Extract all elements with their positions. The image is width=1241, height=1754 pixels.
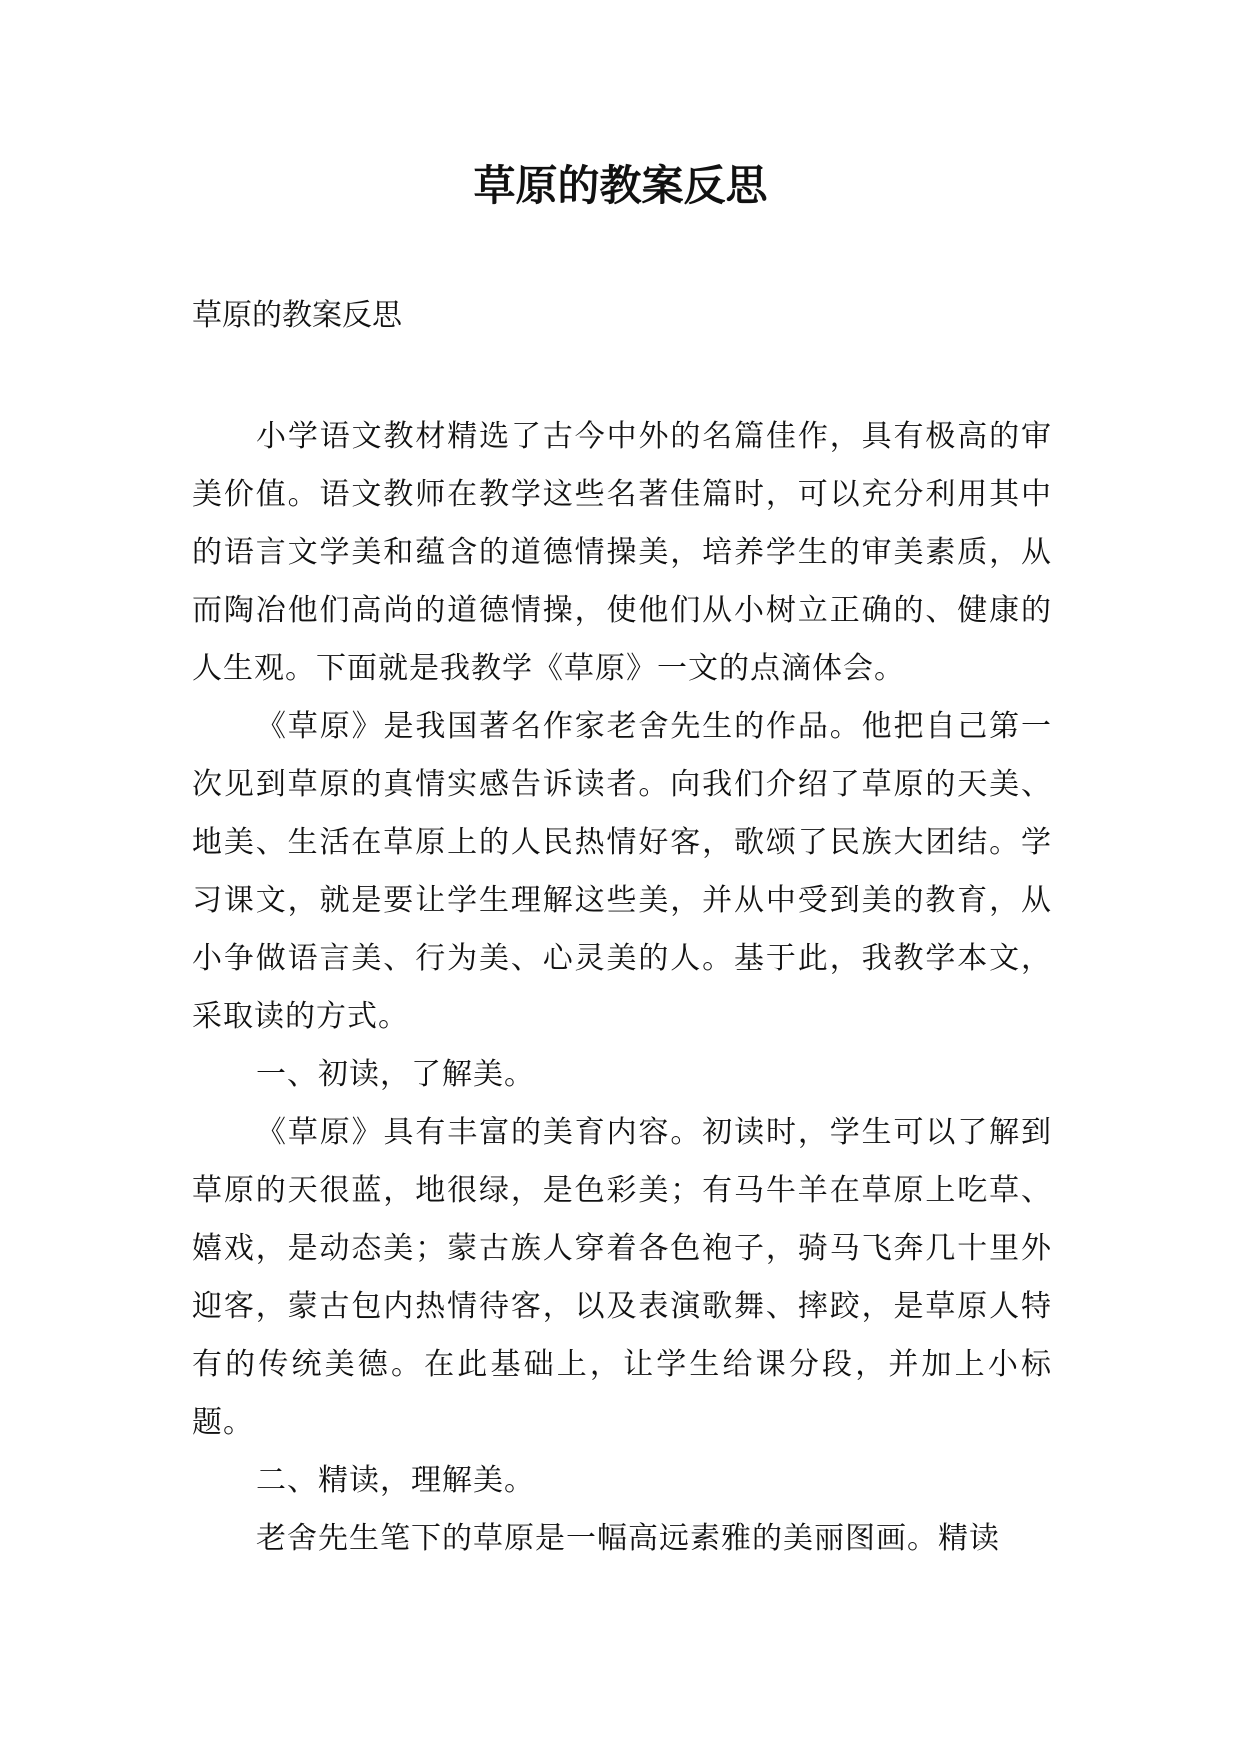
section-heading-close-reading: 二、精读，理解美。 [256, 1463, 535, 1498]
paragraph-intro: 小学语文教材精选了古今中外的名篇佳作，具有极高的审美价值。语文教师在教学这些名著佳篇时，可以充分利用其中的语言文学美和蕴含的道德情操美，培养学生的审美素质，从而陶冶他们高尚的道德情操，使他们从小树立正确的、健康的人生观。下面就是我教学《草原》一文的点滴体会。 [192, 419, 1052, 686]
document-body [192, 408, 1052, 1568]
document-subtitle: 草原的教案反思 [192, 298, 402, 333]
section-heading-first-reading: 一、初读，了解美。 [256, 1057, 535, 1092]
paragraph-about-text: 《草原》是我国著名作家老舍先生的作品。他把自己第一次见到草原的真情实感告诉读者。向我们介绍了草原的天美、地美、生活在草原上的人民热情好客，歌颂了民族大团结。学习课文，就是要让学生理解这些美，并从中受到美的教育，从小争做语言美、行为美、心灵美的人。基于此，我教学本文，采取读的方式。 [192, 709, 1052, 1034]
paragraph-first-reading: 《草原》具有丰富的美育内容。初读时，学生可以了解到草原的天很蓝，地很绿，是色彩美；有马牛羊在草原上吃草、嬉戏，是动态美；蒙古族人穿着各色袍子，骑马飞奔几十里外迎客，蒙古包内热情待客，以及表演歌舞、摔跤，是草原人特有的传统美德。在此基础上，让学生给课分段，并加上小标题。 [192, 1115, 1052, 1440]
paragraph-close-reading: 老舍先生笔下的草原是一幅高远素雅的美丽图画。精读 [256, 1521, 1000, 1556]
document-title: 草原的教案反思 [473, 161, 768, 210]
